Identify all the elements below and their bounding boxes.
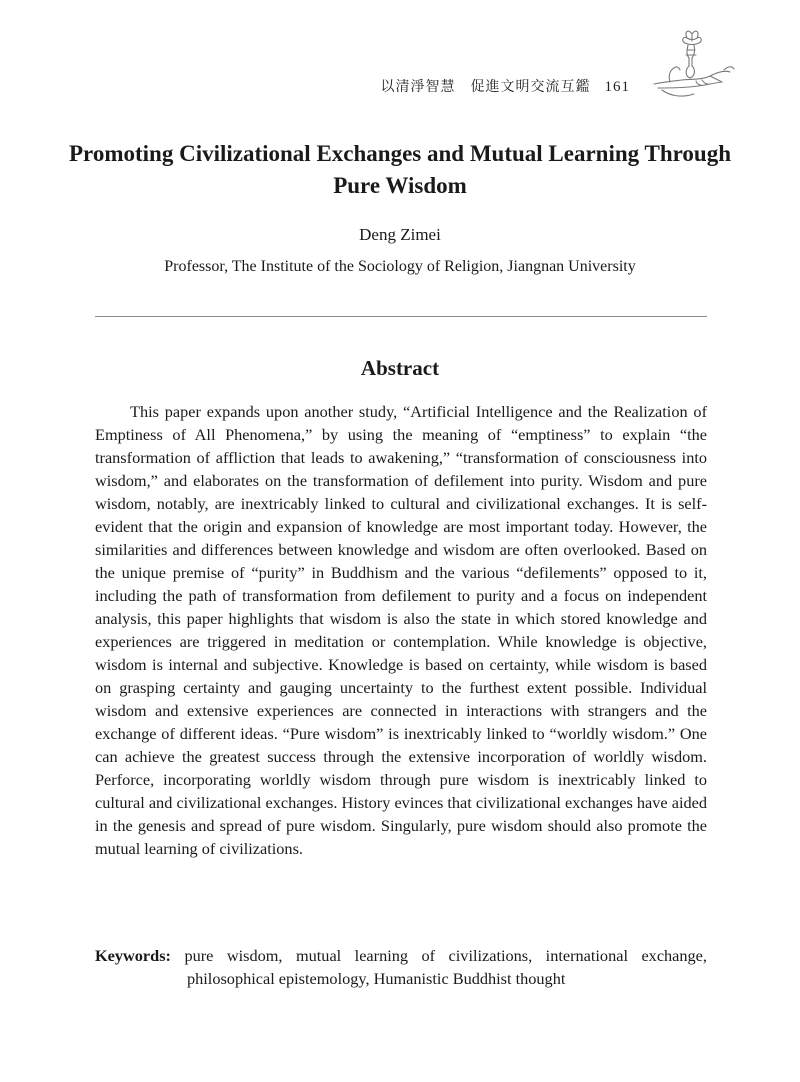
author-name: Deng Zimei [359,225,441,244]
running-title: 以清淨智慧 促進文明交流互鑑 [380,79,591,95]
author-affiliation: Professor, The Institute of the Sociology of Religion, Jiangnan University [164,258,636,275]
keywords [95,944,707,990]
abstract-heading: Abstract [360,356,440,380]
abstract-text: This paper expands upon another study, “Artificial Intelligence and the Realization of Emptiness of All Phenomena,” by using the meaning of “emptiness” to explain “the transformation of affliction that leads to awakening,” “transformation of consciousness into wisdom,” and elaborates on the transformation of defilement into purity. Wisdom and pure wisdom, notably, are inextricably linked to cultural and civilizational exchanges. It is self-evident that the origin and expansion of knowledge are most important today. However, the similarities and differences between knowledge and wisdom are often overlooked. Based on the unique premise of “purity” in Buddhism and the various “defilements” opposed to it, including the path of transformation from defilement to purity and a focus on independent analysis, this paper highlights that wisdom is also the state in which stored knowledge and experiences are triggered in meditation or contemplation. While knowledge is objective, wisdom is internal and subjective. Knowledge is based on certainty, while wisdom is based on grasping certainty and gauging uncertainty to the furthest extent possible. Individual wisdom and extensive experiences are connected in interactions with strangers and the exchange of different ideas. “Pure wisdom” is inextricably linked to “worldly wisdom.” One can achieve the greatest success through the extensive incorporation of worldly wisdom. Perforce, incorporating worldly wisdom through pure wisdom is inextricably linked to cultural and civilizational exchanges. History evinces that civilizational exchanges have aided in the genesis and spread of pure wisdom. Singularly, pure wisdom should also promote the mutual learning of civilizations. [95,402,707,858]
running-header [381,76,631,96]
keywords-label: Keywords: [95,946,171,965]
lotus-hand-ornament-icon [640,26,740,106]
page-number: 161 [604,79,630,95]
section-divider [95,316,707,317]
keywords-text: pure wisdom, mutual learning of civilizations, international exchange, philosophical epistemology, Humanistic Buddhist thought [184,946,707,988]
paper-title: Promoting Civilizational Exchanges and Mutual Learning Through Pure Wisdom [69,141,731,198]
